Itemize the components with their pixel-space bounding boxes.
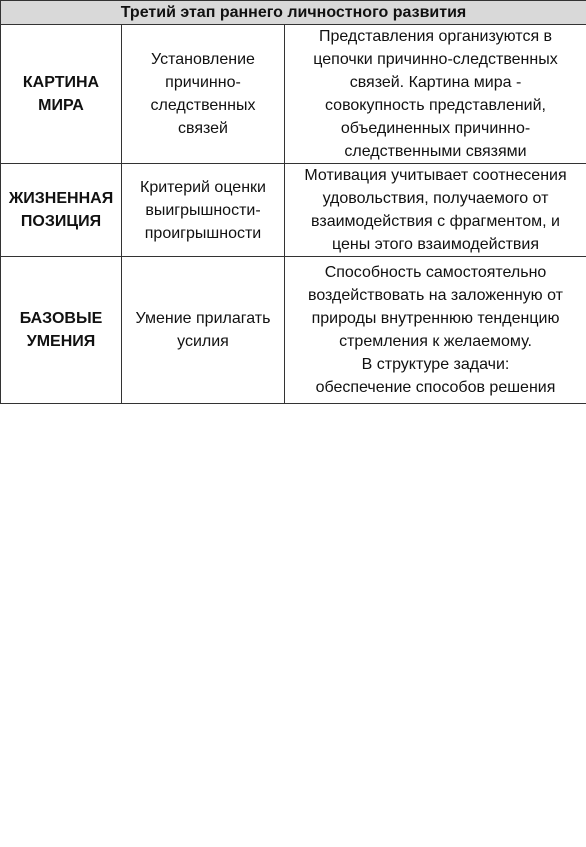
row-middle-text: Умение прилагать усилия (135, 310, 271, 350)
row-right-text: Способность самостоятельно воздействовать на заложенную от природы внутреннюю тенденцию стремления к желаемому. В структуре задачи: обеспечение способов решения (308, 264, 563, 396)
row-label-world-picture (1, 25, 122, 164)
table-row-life-position (1, 164, 586, 257)
row-middle-life-position (122, 164, 285, 257)
row-middle-text: Установление причинно- следственных связей (150, 51, 256, 137)
row-middle-text: Критерий оценки выигрышности- проигрышности (140, 178, 266, 242)
table-row-world-picture (1, 25, 586, 164)
row-right-basic-skills (285, 257, 586, 404)
row-middle-world-picture (122, 25, 285, 164)
table-header-row (1, 1, 586, 25)
row-right-text: Мотивация учитывает соотнесения удовольствия, получаемого от взаимодействия с фрагментом, и цены этого взаимодействия (304, 167, 567, 253)
row-right-text: Представления организуются в цепочки причинно-следственных связей. Картина мира - совокупность представлений, объединенных причинно- следственными связями (313, 28, 558, 160)
development-stage-table (0, 0, 586, 404)
row-label-text: КАРТИНА МИРА (22, 74, 100, 114)
table-row-basic-skills (1, 257, 586, 404)
row-label-text: ЖИЗНЕННАЯ ПОЗИЦИЯ (8, 190, 114, 230)
row-right-world-picture (285, 25, 586, 164)
row-middle-basic-skills (122, 257, 285, 404)
row-label-life-position (1, 164, 122, 257)
table-title: Третий этап раннего личностного развития (1, 1, 586, 25)
row-right-life-position (285, 164, 586, 257)
row-label-text: БАЗОВЫЕ УМЕНИЯ (19, 310, 103, 350)
row-label-basic-skills (1, 257, 122, 404)
